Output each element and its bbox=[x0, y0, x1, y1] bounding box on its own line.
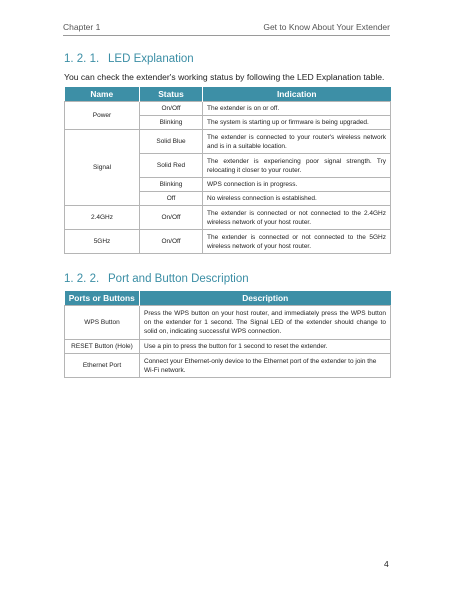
port-name-cell: Ethernet Port bbox=[65, 354, 140, 378]
page-number: 4 bbox=[384, 559, 389, 569]
status-cell: Blinking bbox=[140, 178, 203, 192]
indication-cell: WPS connection is in progress. bbox=[203, 178, 391, 192]
status-cell: On/Off bbox=[140, 102, 203, 116]
table-row bbox=[65, 354, 391, 378]
led-name-cell: Power bbox=[65, 102, 140, 130]
column-header: Indication bbox=[203, 87, 391, 102]
led-name-cell: Signal bbox=[65, 130, 140, 206]
led-name-cell: 5GHz bbox=[65, 230, 140, 254]
status-cell: On/Off bbox=[140, 230, 203, 254]
section-heading-ports bbox=[64, 273, 249, 285]
column-header: Description bbox=[140, 291, 391, 306]
table-header-row bbox=[65, 87, 391, 102]
led-name-cell: 2.4GHz bbox=[65, 206, 140, 230]
port-name-cell: RESET Button (Hole) bbox=[65, 340, 140, 354]
intro-paragraph: You can check the extender's working status by following the LED Explanation table. bbox=[64, 72, 385, 82]
table-header-row bbox=[65, 291, 391, 306]
table-row bbox=[65, 306, 391, 340]
column-header: Ports or Buttons bbox=[65, 291, 140, 306]
table-row bbox=[65, 130, 391, 154]
indication-cell: The extender is on or off. bbox=[203, 102, 391, 116]
section-number: 1. 2. 1. bbox=[64, 53, 100, 65]
section-heading-led bbox=[64, 53, 194, 65]
section-title: LED Explanation bbox=[108, 53, 194, 65]
table-row bbox=[65, 230, 391, 254]
description-cell: Connect your Ethernet-only device to the Ethernet port of the extender to join the Wi-Fi network. bbox=[140, 354, 391, 378]
port-name-cell: WPS Button bbox=[65, 306, 140, 340]
running-header-title: Get to Know About Your Extender bbox=[263, 22, 390, 32]
running-header-chapter: Chapter 1 bbox=[63, 22, 101, 32]
status-cell: On/Off bbox=[140, 206, 203, 230]
indication-cell: The extender is experiencing poor signal strength. Try relocating it closer to your router. bbox=[203, 154, 391, 178]
section-number: 1. 2. 2. bbox=[64, 273, 100, 285]
table-row bbox=[65, 340, 391, 354]
port-button-table bbox=[64, 291, 391, 378]
status-cell: Solid Blue bbox=[140, 130, 203, 154]
section-title: Port and Button Description bbox=[108, 273, 249, 285]
description-cell: Use a pin to press the button for 1 second to reset the extender. bbox=[140, 340, 391, 354]
led-explanation-table bbox=[64, 87, 391, 254]
indication-cell: No wireless connection is established. bbox=[203, 192, 391, 206]
table-row bbox=[65, 206, 391, 230]
status-cell: Solid Red bbox=[140, 154, 203, 178]
status-cell: Blinking bbox=[140, 116, 203, 130]
column-header: Name bbox=[65, 87, 140, 102]
header-divider bbox=[63, 35, 390, 36]
description-cell: Press the WPS button on your host router, and immediately press the WPS button on the extender for 1 second. The Signal LED of the extender should change to solid on, indicating successful WPS connection. bbox=[140, 306, 391, 340]
table-row bbox=[65, 102, 391, 116]
indication-cell: The system is starting up or firmware is being upgraded. bbox=[203, 116, 391, 130]
indication-cell: The extender is connected to your router's wireless network and is in a suitable location. bbox=[203, 130, 391, 154]
indication-cell: The extender is connected or not connected to the 2.4GHz wireless network of your host router. bbox=[203, 206, 391, 230]
column-header: Status bbox=[140, 87, 203, 102]
status-cell: Off bbox=[140, 192, 203, 206]
indication-cell: The extender is connected or not connected to the 5GHz wireless network of your host router. bbox=[203, 230, 391, 254]
